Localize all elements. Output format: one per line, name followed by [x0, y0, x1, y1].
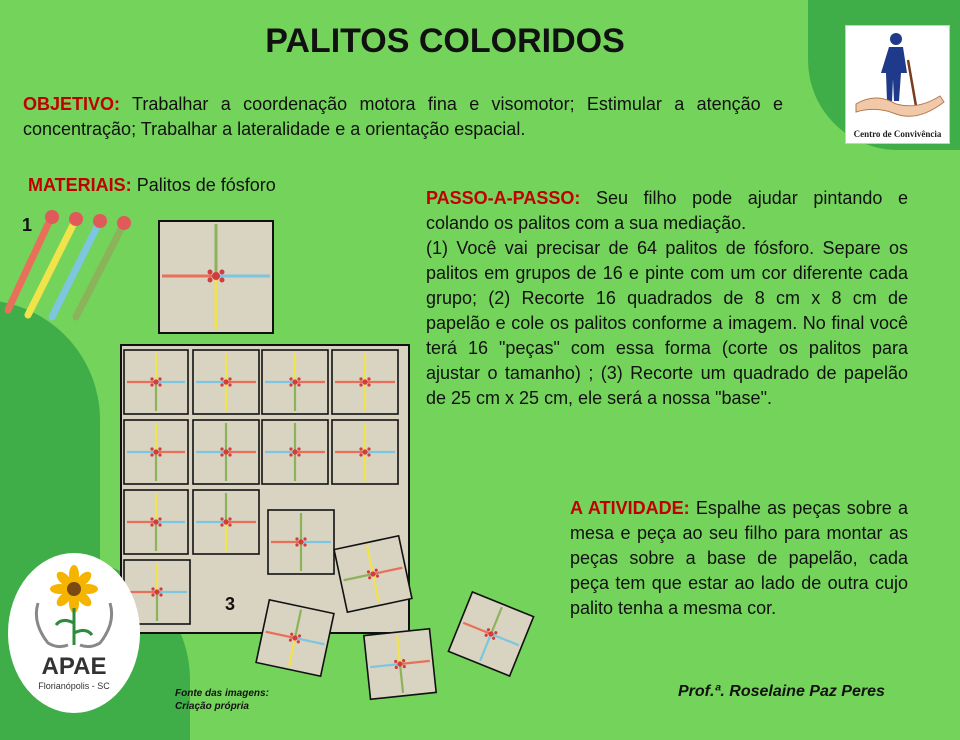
page-title: PALITOS COLORIDOS — [265, 22, 625, 60]
author-signature: Prof.ª. Roselaine Paz Peres — [678, 683, 885, 700]
image-number-3: 3 — [225, 594, 236, 614]
activity-block — [570, 496, 908, 621]
apae-name: APAE — [41, 653, 107, 680]
image-source-line-2: Criação própria — [175, 701, 249, 712]
puzzle-piece — [364, 629, 436, 700]
image-source — [175, 687, 269, 713]
activity-label: A ATIVIDADE: — [570, 498, 690, 518]
step-by-step-details: (1) Você vai precisar de 64 palitos de fósforo. Separe os palitos em grupos de 16 e pinte com um cor diferente cada grupo; (2) Recorte 16 quadrados de 8 cm x 8 cm de papelão e cole os palitos conforme a imagem. No final você terá 16 "peças" com essa forma (corte os palitos para ajustar o tamanho) ; (3) Recorte um quadrado de papelão de 25 cm x 25 cm, ele será a nossa "base". — [426, 238, 908, 408]
apae-subtitle: Florianópolis - SC — [38, 681, 110, 691]
objective-label: OBJETIVO: — [23, 94, 121, 114]
puzzle-piece — [448, 592, 533, 676]
matchsticks-illustration — [0, 205, 140, 325]
image-source-line-1: Fonte das imagens: — [175, 688, 269, 699]
person-with-cane-on-hand-icon — [846, 26, 949, 122]
materials-line — [28, 173, 276, 198]
materials-label: MATERIAIS: — [28, 175, 132, 195]
step-by-step-label: PASSO-A-PASSO: — [426, 188, 581, 208]
objective-text: Trabalhar a coordenação motora fina e visomotor; Estimular a atenção e concentração; Trabalhar a lateralidade e a orientação espacial. — [23, 94, 783, 139]
matchstick-red — [8, 210, 59, 310]
materials-text: Palitos de fósforo — [136, 175, 276, 195]
logo-caption: Centro de Convivência — [853, 129, 942, 139]
matchstick-yellow — [28, 212, 83, 315]
step-by-step-block — [426, 186, 908, 411]
objective-paragraph — [23, 92, 783, 142]
cardboard-base — [120, 344, 410, 634]
activity-text: Espalhe as peças sobre a mesa e peça ao seu filho para montar as peças sobre a base de papelão, cada peça tem que estar ao lado de outra cujo palito tenha a mesma cor. — [570, 498, 909, 618]
apae-logo — [8, 553, 140, 713]
centro-de-convivencia-logo — [845, 25, 950, 144]
single-piece-example — [158, 220, 274, 334]
matchstick-green — [76, 216, 131, 317]
image-number-1: 1 — [22, 215, 33, 235]
step-by-step-intro: Seu filho pode ajudar pintando e colando os palitos com a sua mediação. — [426, 188, 908, 233]
sunflower-hands-icon — [8, 553, 140, 653]
